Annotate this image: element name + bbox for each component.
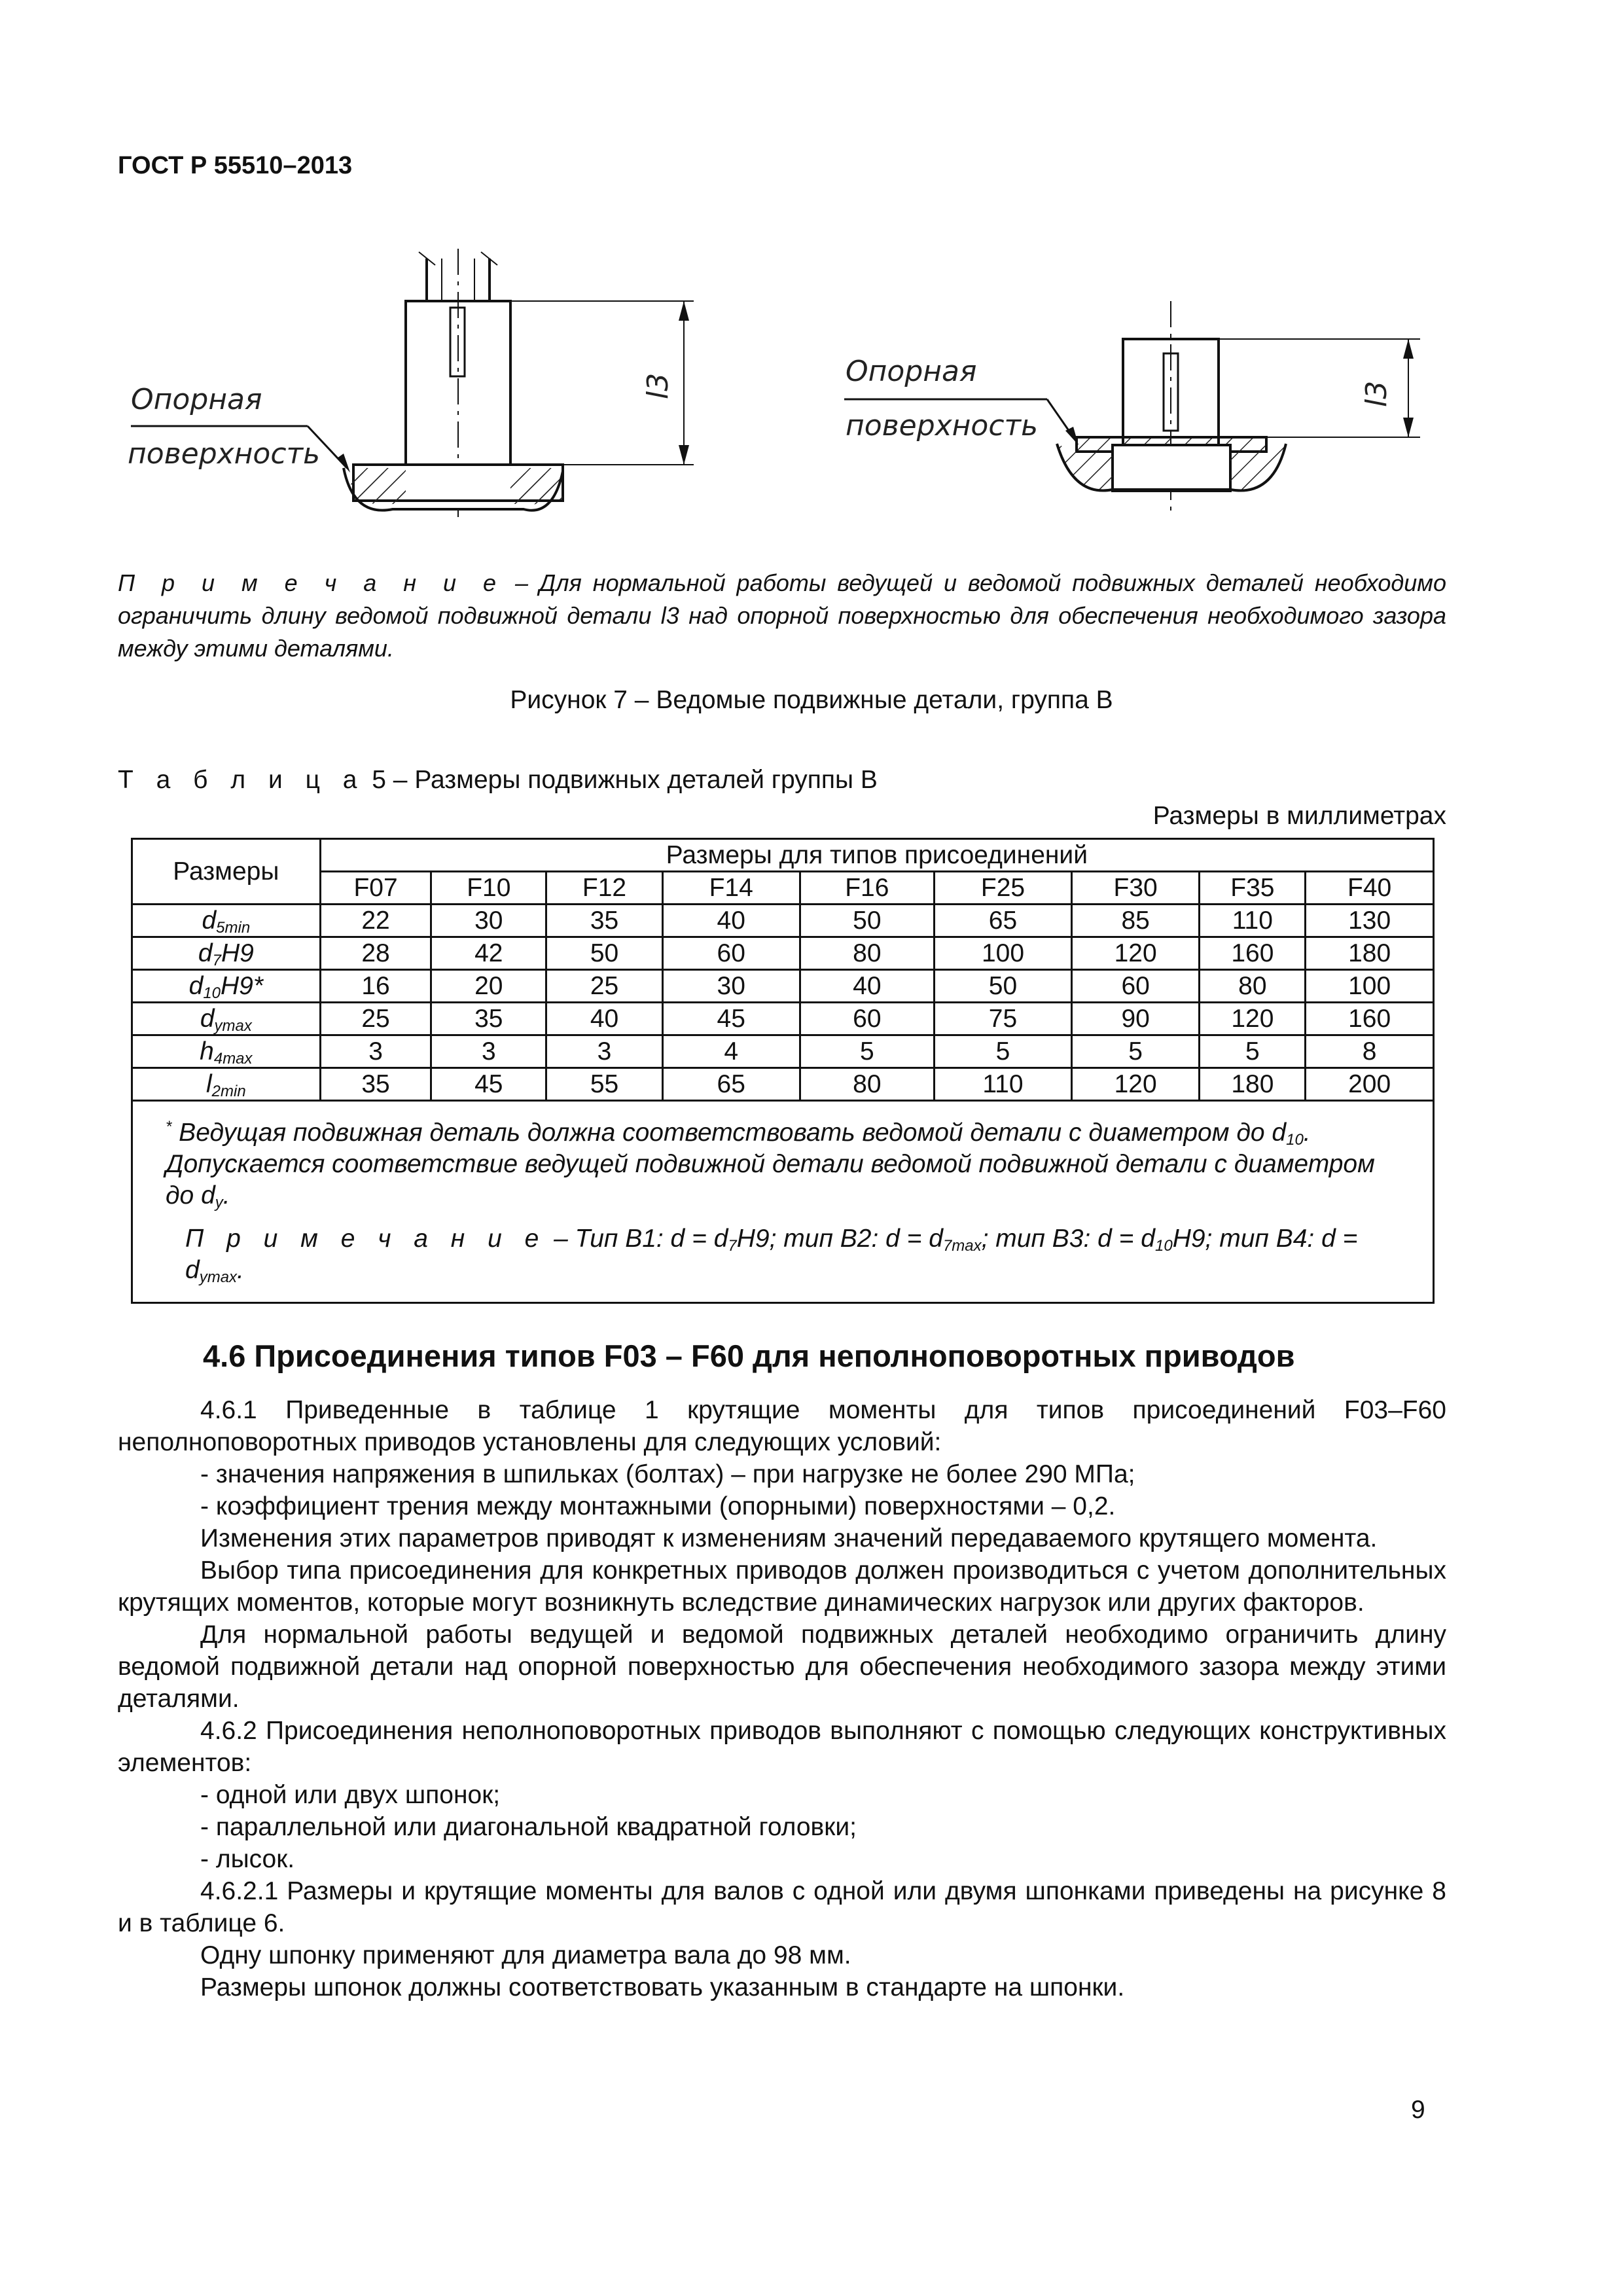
list-item: - параллельной или диагональной квадратной головки; [200,1813,857,1841]
table-cell: 40 [662,905,800,937]
figure-note [118,567,1446,665]
table-row [132,1035,1434,1068]
type-header-f40: F40 [1306,872,1434,905]
figure-note-prefix: П р и м е ч а н и е [118,569,504,596]
table-note-3: ; тип В3: d = d [981,1225,1155,1253]
table-cell: 65 [935,905,1072,937]
section-body [118,1394,1446,2003]
table-cell: 60 [800,1003,935,1035]
table-cell: 55 [546,1068,663,1101]
table-cell: 30 [662,970,800,1003]
table-title [118,766,878,795]
row-label-subscript: 2min [211,1083,246,1100]
table-cell: 50 [800,905,935,937]
type-header-f12: F12 [546,872,663,905]
figure-7-drawing [0,0,1623,537]
table-title-text: 5 – Размеры подвижных деталей группы В [365,766,878,794]
table-cell: 5 [1071,1035,1200,1068]
table-footnote [166,1117,1400,1211]
type-header-f07: F07 [320,872,431,905]
left-label-line1: Опорная [131,383,262,416]
table-row [132,970,1434,1003]
table-cell: 90 [1071,1003,1200,1035]
row-label-symbol: d [188,972,204,1000]
list-item: - лысок. [200,1845,295,1873]
table-cell: 85 [1071,905,1200,937]
right-label-line2: поверхность [846,409,1039,442]
table-cell: 35 [431,1003,546,1035]
table-cell: 180 [1200,1068,1306,1101]
table-cell: 45 [431,1068,546,1101]
footnote-part-c: . [223,1181,230,1210]
table-cell: 80 [800,937,935,970]
type-header-f30: F30 [1071,872,1200,905]
table-cell: 40 [800,970,935,1003]
row-label [132,1035,321,1068]
table-cell: 120 [1200,1003,1306,1035]
document-header: ГОСТ Р 55510–2013 [118,152,353,179]
row-label [132,905,321,937]
table-cell: 5 [800,1035,935,1068]
table-cell: 25 [320,1003,431,1035]
type-header-f14: F14 [662,872,800,905]
table-cell: 130 [1306,905,1434,937]
footnote-mark: * [166,1118,172,1136]
section-heading: 4.6 Присоединения типов F03 – F60 для неполноповоротных приводов [203,1338,1295,1373]
paragraph: Изменения этих параметров приводят к изменениям значений передаваемого крутящего момента. [200,1524,1378,1552]
table-cell: 5 [935,1035,1072,1068]
table-row [132,1003,1434,1035]
row-label-subscript: 7 [212,952,221,969]
left-dim-label: l3 [641,372,675,399]
right-label-line1: Опорная [846,355,977,388]
table-cell: 60 [1071,970,1200,1003]
table-note-sub-2: 7max [942,1237,982,1255]
table-cell: 30 [431,905,546,937]
table-cell: 180 [1306,937,1434,970]
row-label [132,1068,321,1101]
table-cell: 8 [1306,1035,1434,1068]
table-row [132,1068,1434,1101]
table-cell: 200 [1306,1068,1434,1101]
row-label-suffix: H9* [221,972,264,1000]
list-item: - значения напряжения в шпильках (болтах) – при нагрузке не более 290 МПа; [200,1460,1135,1488]
table-cell: 3 [431,1035,546,1068]
table-cell: 160 [1200,937,1306,970]
left-label-line2: поверхность [128,437,321,471]
table-cell: 20 [431,970,546,1003]
footnote-part-b: . Допускается соответствие ведущей подвижной детали ведомой подвижной детали с диаметром до d [166,1119,1375,1210]
footnote-sub-b: y [215,1194,223,1211]
paragraph: Размеры шпонок должны соответствовать указанным в стандарте на шпонки. [200,1973,1125,2001]
table-note-2: H9; тип В2: d = d [736,1225,943,1253]
header-connection-types: Размеры для типов присоединений [320,839,1433,872]
table-units: Размеры в миллиметрах [1152,802,1446,830]
paragraph: 4.6.2 Присоединения неполноповоротных приводов выполняют с помощью следующих конструктивных элементов: [118,1717,1446,1777]
table-cell: 80 [1200,970,1306,1003]
table-cell: 28 [320,937,431,970]
row-label [132,937,321,970]
paragraph: 4.6.1 Приведенные в таблице 1 крутящие моменты для типов присоединений F03–F60 неполноповоротных приводов установлены для следующих условий: [118,1396,1446,1456]
table-cell: 110 [935,1068,1072,1101]
dimensions-table [131,838,1435,1304]
table-cell: 100 [1306,970,1434,1003]
table-cell: 60 [662,937,800,970]
row-label-subscript: 10 [203,984,221,1002]
figure-note-text: – Для нормальной работы ведущей и ведомой подвижных деталей необходимо ограничить длину ведомой подвижной детали l3 над опорной поверхностью для обеспечения необходимого зазора между этими деталями. [118,569,1447,662]
table-cell: 80 [800,1068,935,1101]
table-cell: 100 [935,937,1072,970]
table-row [132,937,1434,970]
type-header-f35: F35 [1200,872,1306,905]
table-cell: 50 [546,937,663,970]
row-label [132,1003,321,1035]
row-label-symbol: d [202,906,217,935]
row-label-subscript: ymax [214,1017,252,1035]
table-cell: 42 [431,937,546,970]
table-cell: 40 [546,1003,663,1035]
table-cell: 160 [1306,1003,1434,1035]
table-note-prefix: П р и м е ч а н и е [185,1225,547,1253]
figure-caption: Рисунок 7 – Ведомые подвижные детали, группа В [510,686,1113,714]
table-cell: 75 [935,1003,1072,1035]
table-cell: 4 [662,1035,800,1068]
row-label-symbol: d [200,1005,215,1033]
footnote-sub-a: 10 [1286,1131,1304,1149]
types-header-row [132,872,1434,905]
table-cell: 50 [935,970,1072,1003]
list-item: - коэффициент трения между монтажными (опорными) поверхностями – 0,2. [200,1492,1116,1520]
type-header-f16: F16 [800,872,935,905]
page-number: 9 [1411,2096,1425,2124]
list-item: - одной или двух шпонок; [200,1781,501,1809]
paragraph: Для нормальной работы ведущей и ведомой подвижных деталей необходимо ограничить длину ведомой подвижной детали над опорной поверхностью для обеспечения необходимого зазора между этими деталями. [118,1621,1446,1713]
table-note-5: . [237,1256,244,1284]
table-footnote-cell [132,1101,1434,1303]
header-sizes: Размеры [132,839,321,905]
row-label-symbol: h [200,1037,214,1066]
table-cell: 3 [546,1035,663,1068]
table-cell: 5 [1200,1035,1306,1068]
footnote-part-a: Ведущая подвижная деталь должна соответствовать ведомой детали с диаметром до d [171,1119,1287,1147]
row-label-subscript: 4max [213,1050,253,1067]
table-cell: 25 [546,970,663,1003]
table-note [166,1223,1400,1286]
paragraph: Одну шпонку применяют для диаметра вала до 98 мм. [200,1941,851,1969]
right-dim-label: l3 [1360,380,1393,407]
table-note-4: H9; тип В4: d = d [185,1225,1358,1284]
row-label [132,970,321,1003]
table-cell: 120 [1071,937,1200,970]
table-note-1: – Тип В1: d = d [546,1225,728,1253]
table-cell: 65 [662,1068,800,1101]
type-header-f10: F10 [431,872,546,905]
table-cell: 16 [320,970,431,1003]
table-note-sub-4: ymax [199,1268,238,1286]
table-cell: 35 [546,905,663,937]
table-note-sub-1: 7 [728,1237,737,1255]
table-note-sub-3: 10 [1155,1237,1173,1255]
type-header-f25: F25 [935,872,1072,905]
table-cell: 3 [320,1035,431,1068]
paragraph: 4.6.2.1 Размеры и крутящие моменты для валов с одной или двумя шпонками приведены на рисунке 8 и в таблице 6. [118,1877,1446,1937]
row-label-suffix: H9 [221,939,254,967]
table-cell: 120 [1071,1068,1200,1101]
table-cell: 110 [1200,905,1306,937]
table-cell: 45 [662,1003,800,1035]
row-label-symbol: d [198,939,213,967]
row-label-symbol: l [205,1070,212,1098]
row-label-subscript: 5min [216,919,251,937]
paragraph: Выбор типа присоединения для конкретных приводов должен производиться с учетом дополнительных крутящих моментов, которые могут возникнуть вследствие динамических нагрузок или других факторов. [118,1556,1446,1617]
table-row [132,905,1434,937]
table-title-prefix: Т а б л и ц а [118,766,365,794]
table-cell: 22 [320,905,431,937]
table-cell: 35 [320,1068,431,1101]
